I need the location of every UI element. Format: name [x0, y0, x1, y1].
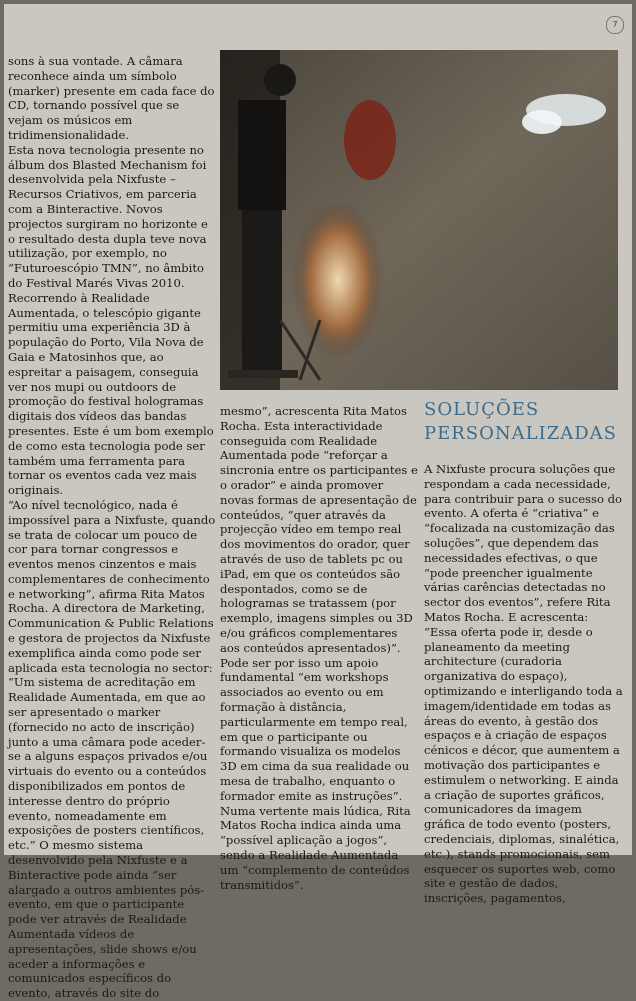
middle-column [220, 404, 420, 892]
left-paragraph-1: sons à sua vontade. A câmara reconhece ainda um símbolo (marker) presente em cada face do CD, tornando possível que se vejam os músicos em tridimensionalidade. [8, 54, 215, 142]
heading-line-2: PERSONALIZADAS [424, 423, 617, 444]
right-column [424, 462, 624, 906]
left-paragraph-2: Esta nova tecnologia presente no álbum dos Blasted Mechanism foi desenvolvida pela Nixfuste – Recursos Criativos, em parceria com a Binteractive. Novos projectos surgiram no horizonte e o resultado desta dupla teve nova utilização, por exemplo, no “Futuroescópio TMN”, no âmbito do Festival Marés Vivas 2010. Recorrendo à Realidade Aumentada, o telescópio gigante permitiu uma experiência 3D à população do Porto, Vila Nova de Gaia e Matosinhos que, ao espreitar a paisagem, conseguia ver nos mupi ou outdoors de promoção do festival hologramas digitais dos vídeos das bandas presentes. Este é um bom exemplo de como esta tecnologia pode ser também uma ferramenta para tornar os eventos cada vez mais originais. [8, 142, 214, 498]
magazine-page [4, 4, 632, 1001]
event-photo [220, 50, 618, 390]
page-number: 7 [606, 16, 624, 34]
right-paragraph: A Nixfuste procura soluções que respondam a cada necessidade, para contribuir para o sucesso do evento. A oferta é “criativa” e “focalizada na customização das soluções”, que dependem das necessidades efectivas, o que “pode preencher igualmente várias carências detectadas no sector dos eventos”, refere Rita Matos Rocha. E acrescenta: “Essa oferta pode ir, desde o planeamento da meeting architecture (curadoria organizativa do espaço), optimizando e interligando toda a imagem/identidade em todas as áreas do evento, à gestão dos espaços e à criação de espaços cénicos e décor, que aumentem a motivação dos participantes e estimulem o networking. E ainda a criação de suportes gráficos, comunicadores da imagem gráfica de todo evento (posters, credenciais, diplomas, sinalética, etc.), stands promocionais, sem esquecer os suportes web, como site e gestão de dados, inscrições, pagamentos, [424, 462, 623, 906]
left-paragraph-3: “Ao nível tecnológico, nada é impossível para a Nixfuste, quando se trata de colocar um pouco de cor para tornar congressos e eventos menos cinzentos e mais complementares de conhecimento e networking”, afirma Rita Matos Rocha. A directora de Marketing, Communication & Public Relations e gestora de projectos da Nixfuste exemplifica ainda como pode ser aplicada esta tecnologia no sector: “Um sistema de acreditação em Realidade Aumentada, em que ao ser apresentado o marker (fornecido no acto de inscrição) junto a uma câmara pode aceder-se a alguns espaços privados e/ou virtuais do evento ou a conteúdos disponibilizados em pontos de interesse dentro do próprio evento, nomeadamente em exposições de posters científicos, etc.” O mesmo sistema desenvolvido pela Nixfuste e a Binteractive pode ainda “ser alargado a outros ambientes pós-evento, em que o participante pode ver através de Realidade Aumentada vídeos de apresentações, slide shows e/ou aceder a informações e comunicados específicos do evento, através do site do [8, 497, 216, 1001]
middle-paragraph: mesmo”, acrescenta Rita Matos Rocha. Esta interactividade conseguida com Realidade Aumentada pode “reforçar a sincronia entre os participantes e o orador” e ainda promover novas formas de apresentação de conteúdos, “quer através da projecção vídeo em tempo real dos movimentos do orador, quer através de uso de tablets pc ou iPad, em que os conteúdos são despontados, como se de hologramas se tratassem (por exemplo, imagens simples ou 3D e/ou gráficos complementares aos conteúdos apresentados)”. Pode ser por isso um apoio fundamental “em workshops associados ao evento ou em formação à distância, particularmente em tempo real, em que o participante ou formando visualiza os modelos 3D em cima da sua realidade ou mesa de trabalho, enquanto o formador emite as instruções”. Numa vertente mais lúdica, Rita Matos Rocha indica ainda uma “possível aplicação a jogos”, sendo a Realidade Aumentada um “complemento de conteúdos transmitidos”. [220, 404, 418, 892]
section-heading [424, 398, 624, 446]
left-column [8, 54, 216, 1001]
heading-line-1: SOLUÇÕES [424, 399, 540, 420]
